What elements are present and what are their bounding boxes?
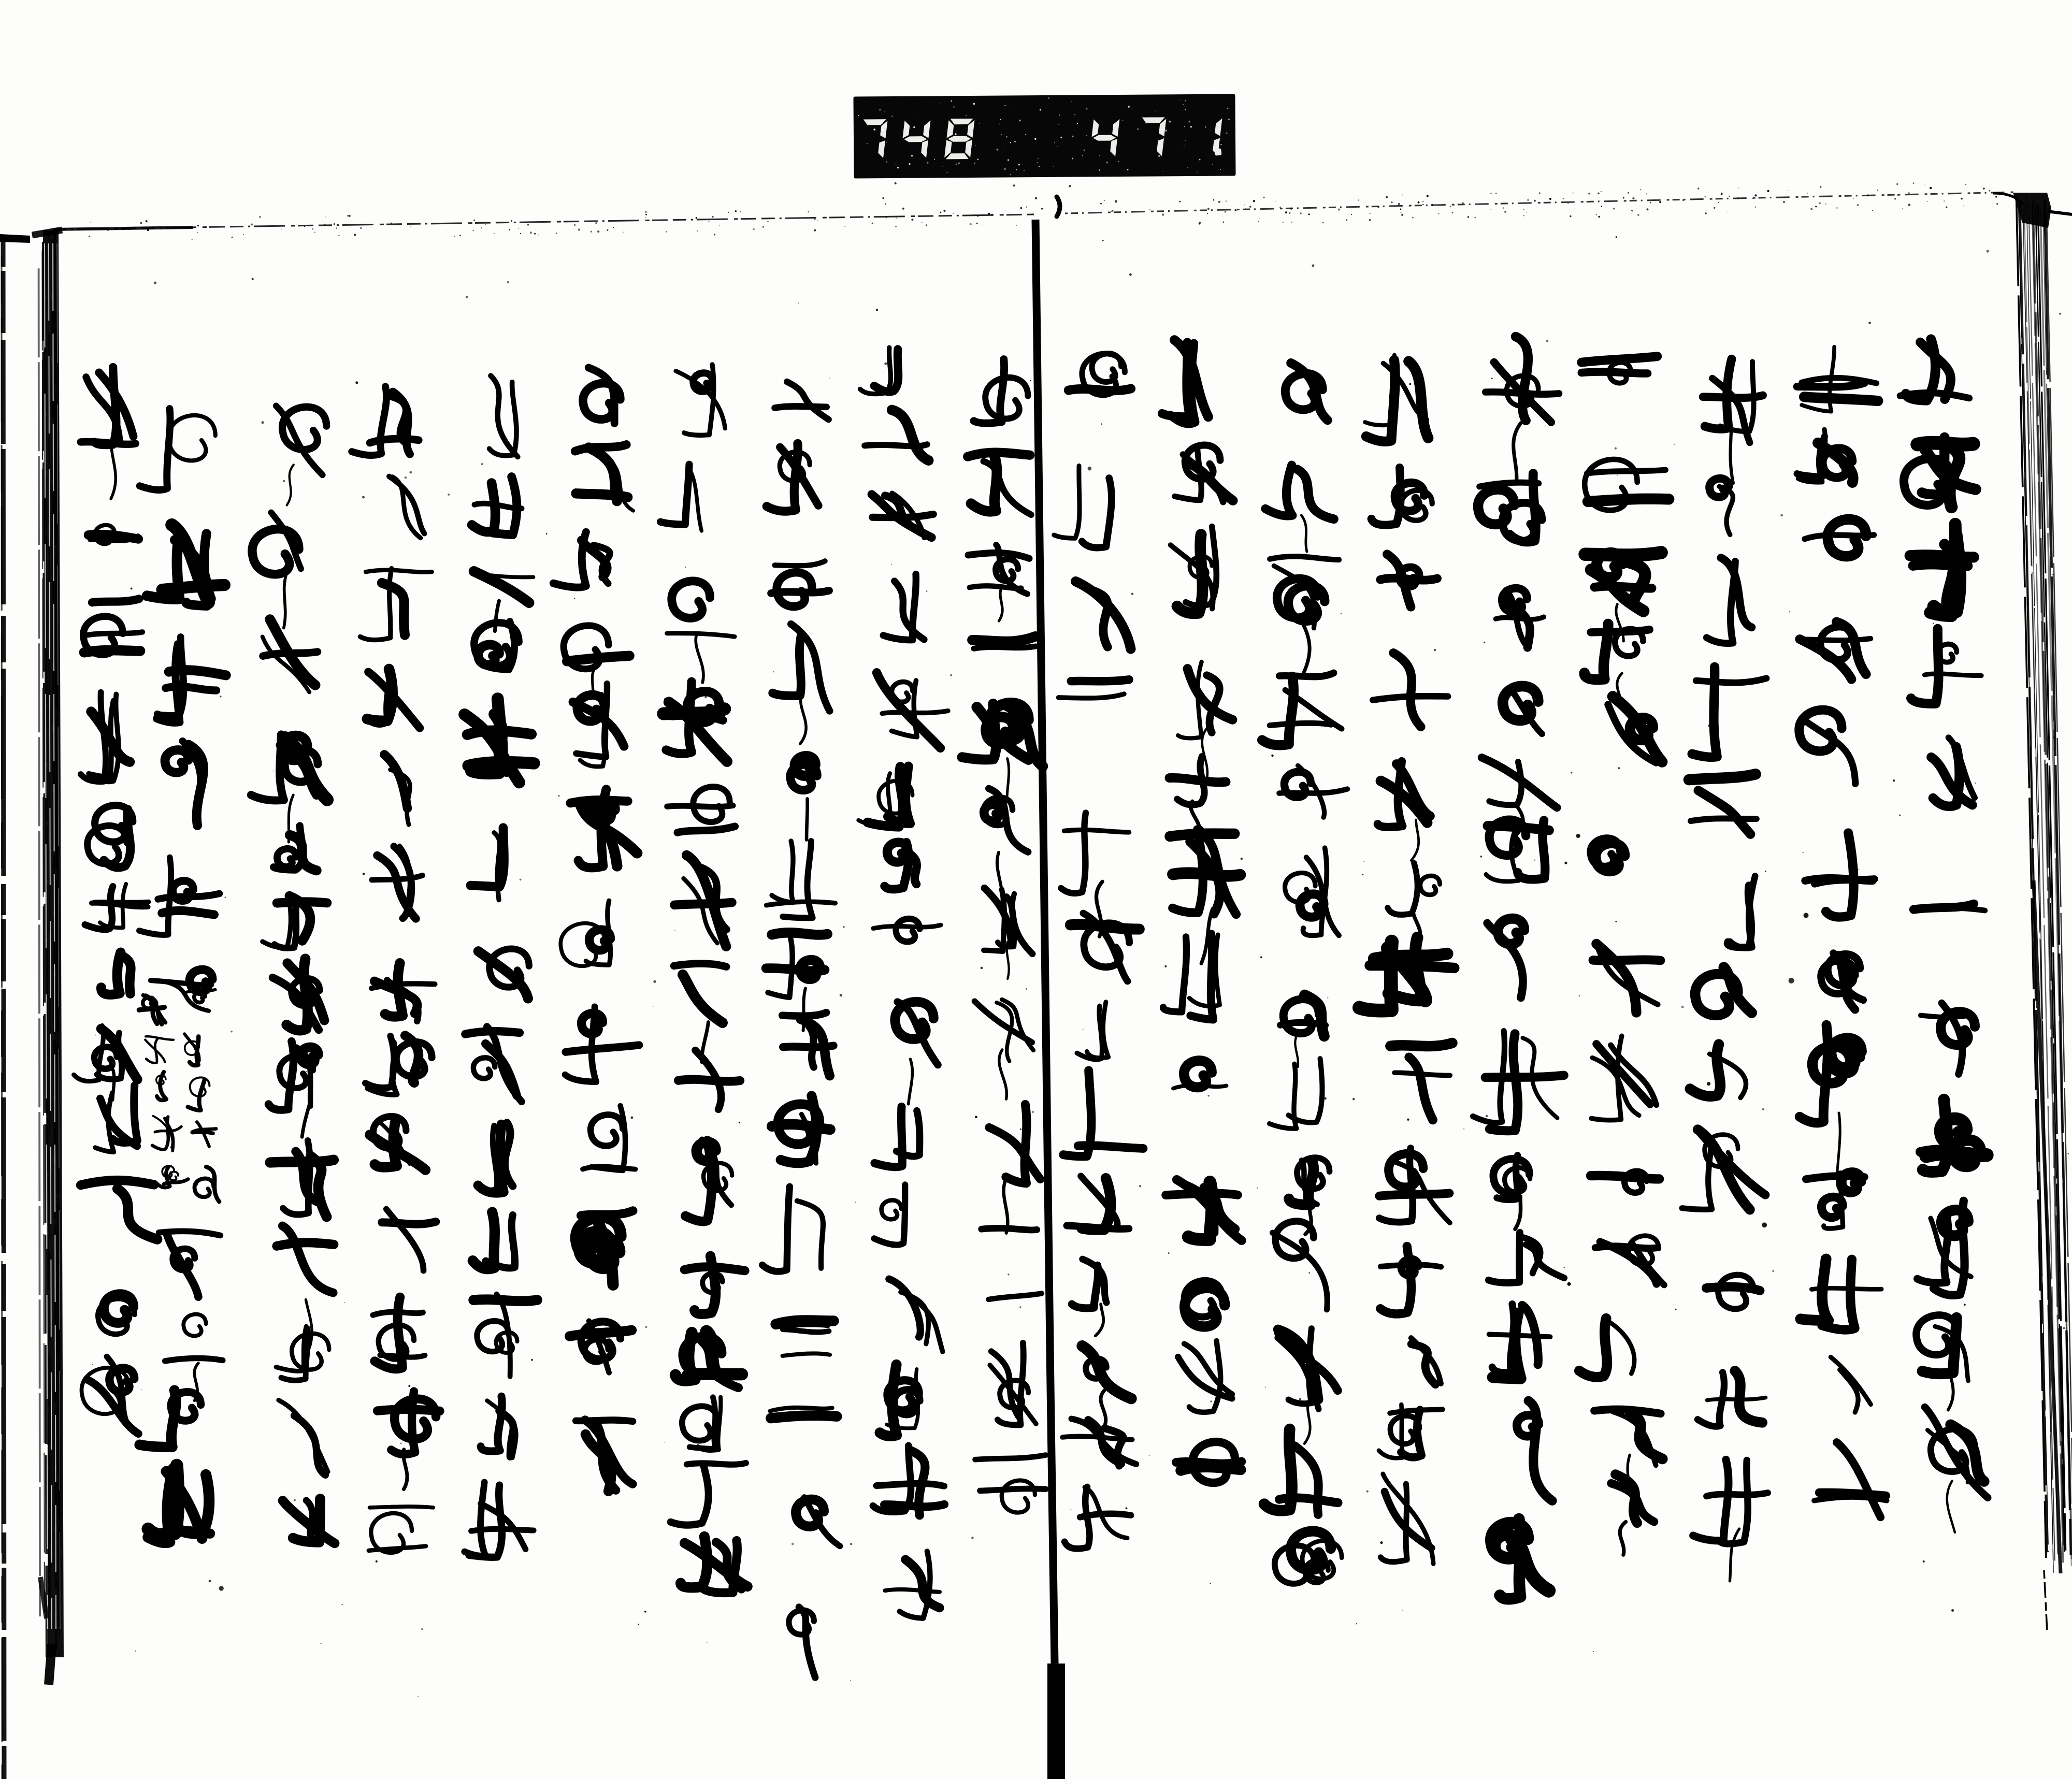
calligraphy-left-page — [74, 348, 1046, 1677]
center-gutter — [1035, 197, 1065, 1779]
spine-edge-band — [32, 230, 62, 1685]
frame-counter-plate — [853, 94, 1235, 178]
frame-counter-digits — [853, 94, 1235, 178]
page-top-edges — [53, 192, 2072, 229]
calligraphy-right-page — [1054, 337, 1988, 1599]
left-cover-edge — [0, 234, 30, 1779]
fore-edge-band — [1993, 193, 2072, 1631]
